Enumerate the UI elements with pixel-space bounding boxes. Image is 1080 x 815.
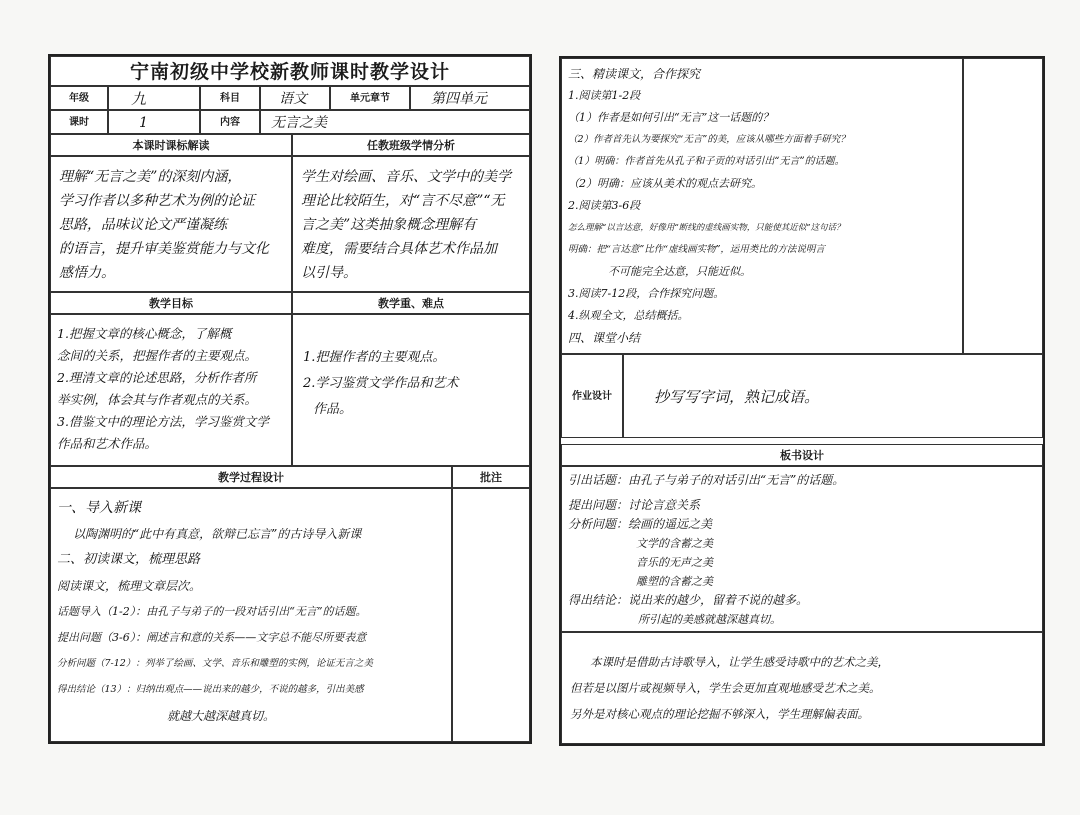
reflection-body: 本课时是借助古诗歌导入，让学生感受诗歌中的艺术之美， 但若是以图片或视频导入，学生会更加直观地感受艺术之美。 另外是对核心观点的理论挖掘不够深入，学生理解偏表面。: [561, 632, 1043, 744]
students-body: 学生对绘画、音乐、文学中的美学 理论比较陌生，对“言不尽意”“无 言之美”这类抽象概念理解有 难度，需要结合具体艺术作品加 以引导。: [292, 156, 530, 292]
unit-label: 单元章节: [330, 86, 410, 110]
notes-body: [452, 488, 530, 742]
unit-value: 第四单元: [410, 86, 530, 110]
standards-body: 理解“无言之美”的深刻内涵， 学习作者以多种艺术为例的论证 思路，品味议论文严谨凝练 的语言，提升审美鉴赏能力与文化 感悟力。: [50, 156, 292, 292]
goals-body: 1.把握文章的核心概念，了解概 念间的关系，把握作者的主要观点。 2.理清文章的论述思路，分析作者所 举实例，体会其与作者观点的关系。 3.借鉴文中的理论方法，学习鉴赏文学 作品和艺术作品。: [50, 314, 292, 466]
lesson-value: 1: [108, 110, 200, 134]
process-title: 教学过程设计: [50, 466, 452, 488]
content-label: 内容: [200, 110, 260, 134]
subject-label: 科目: [200, 86, 260, 110]
process-body: 一、导入新课 以陶渊明的“此中有真意，欲辩已忘言”的古诗导入新课 二、初读课文，梳理思路 阅读课文，梳理文章层次。 话题导入（1-2）：由孔子与弟子的一段对话引出“无言”的话题。 提出问题（3-6）：阐述言和意的关系——文字总不能尽所要表意 分析问题（7-12）：列举了绘画、文学、音乐和雕塑的实例，论证无言之美 得出结论（13）：归纳出观点——说出来的越少，不说的越多，引出美感 就越大越深越真切。: [50, 488, 452, 742]
standards-title: 本课时课标解读: [50, 134, 292, 156]
homework-body: 抄写写字词，熟记成语。: [623, 354, 1043, 438]
right-sheet: [559, 56, 1045, 746]
lesson-label: 课时: [50, 110, 108, 134]
page-title: 宁南初级中学校新教师课时教学设计: [50, 56, 530, 86]
board-body: 引出话题：由孔子与弟子的对话引出“无言”的话题。 提出问题：讨论言意关系 分析问题：绘画的遥远之美 文学的含蓄之美 音乐的无声之美 雕塑的含蓄之美 得出结论：说出来的越少，留着不说的越多。 所引起的美感就越深越真切。: [561, 466, 1043, 632]
students-title: 任教班级学情分析: [292, 134, 530, 156]
notes-title: 批注: [452, 466, 530, 488]
subject-value: 语文: [260, 86, 330, 110]
content-value: 无言之美: [260, 110, 530, 134]
inquiry-notes: [963, 58, 1043, 354]
goals-title: 教学目标: [50, 292, 292, 314]
board-title: 板书设计: [561, 444, 1043, 466]
keypoints-title: 教学重、难点: [292, 292, 530, 314]
left-sheet: [48, 54, 532, 744]
homework-label: 作业设计: [561, 354, 623, 438]
keypoints-body: 1.把握作者的主要观点。 2.学习鉴赏文学作品和艺术 作品。: [292, 314, 530, 466]
grade-value: 九: [108, 86, 200, 110]
grade-label: 年级: [50, 86, 108, 110]
inquiry-body: 三、精读课文，合作探究 1.阅读第1-2段 （1）作者是如何引出“无言”这一话题的？ （2）作者首先认为要探究“无言”的美，应该从哪些方面着手研究？ （1）明确：作者首先从孔子和子贡的对话引出“无言”的话题。 （2）明确：应该从美术的观点去研究。 2.阅读第3-6段 怎么理解“以言达意，好像用“断线的虚线画实物，只能使其近似”这句话？ 明确：把“言达意”比作“虚线画实物”，运用类比的方法说明言 不可能完全达意，只能近似。 3.阅读7-12段，合作探究问题。 4.纵观全文，总结概括。 四、课堂小结: [561, 58, 963, 354]
